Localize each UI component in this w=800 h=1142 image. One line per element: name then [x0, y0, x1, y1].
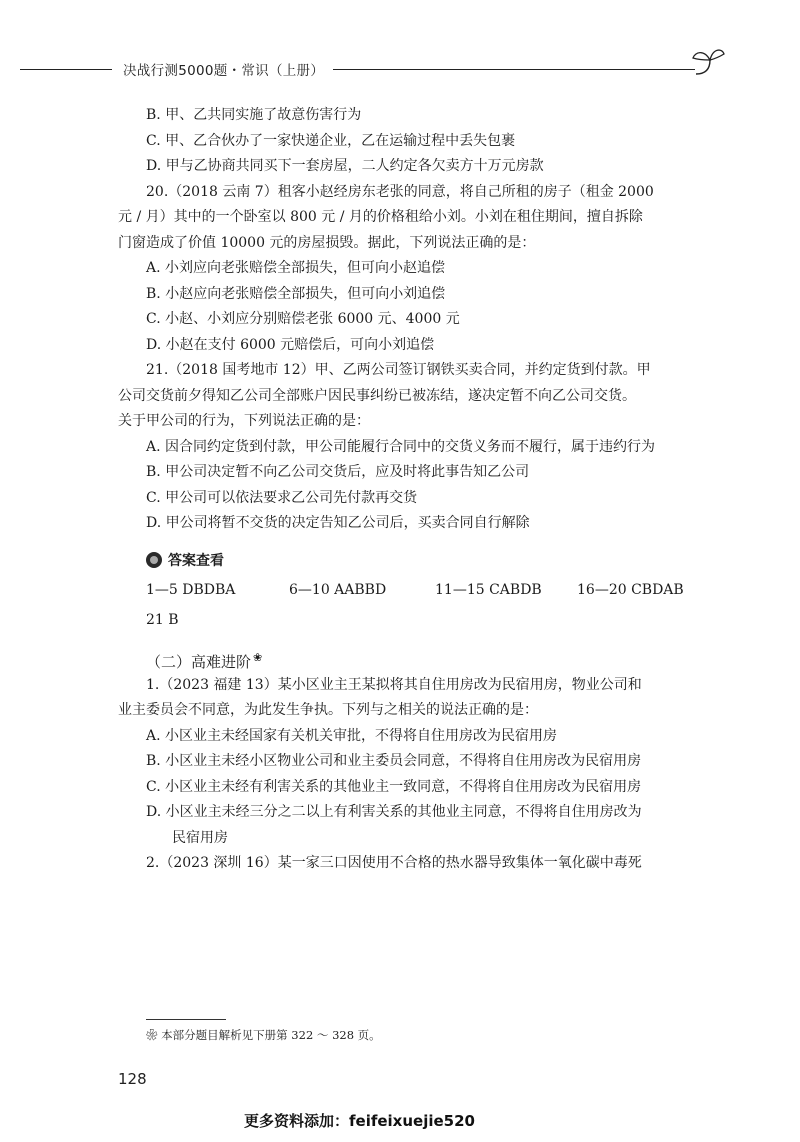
answer-badge-icon	[146, 552, 162, 568]
question-21-option-b: B. 甲公司决定暂不向乙公司交货后，应及时将此事告知乙公司	[146, 464, 530, 480]
running-header	[20, 56, 720, 86]
header-rule-right	[333, 69, 695, 70]
answer-group: 6—10 AABBD	[289, 581, 387, 598]
watermark-text: 更多资料添加：feifeixuejie520	[244, 1112, 475, 1130]
question-20-option-d: D. 小赵在支付 6000 元赔偿后，可向小刘追偿	[146, 336, 435, 353]
advanced-section-title	[118, 643, 718, 673]
page-number: 128	[118, 1070, 147, 1088]
sprout-icon	[688, 44, 728, 78]
question-1-stem-line-1: 1.（2023 福建 13）某小区业主王某拟将其自住用房改为民宿用房，物业公司和	[146, 676, 642, 693]
answer-key-row	[118, 575, 718, 605]
answer-group: 16—20 CBDAB	[577, 581, 684, 598]
question-21	[118, 358, 718, 537]
question-1	[118, 673, 718, 852]
question-1-stem-line-2: 业主委员会不同意，为此发生争执。下列与之相关的说法正确的是：	[118, 702, 538, 718]
header-title: 决战行测5000题・常识（上册）	[123, 63, 325, 79]
question-21-option-a: A. 因合同约定货到付款，甲公司能履行合同中的交货义务而不履行，属于违约行为	[146, 438, 656, 455]
question-20-stem-line-1: 20.（2018 云南 7）租客小赵经房东老张的同意，将自己所租的房子（租金 2000	[146, 183, 654, 200]
question-2-stem-line-1: 2.（2023 深圳 16）某一家三口因使用不合格的热水器导致集体一氧化碳中毒死	[146, 855, 642, 871]
question-1-option-d: D. 小区业主未经三分之二以上有利害关系的其他业主同意，不得将自住用房改为	[146, 804, 642, 820]
question-21-stem-line-2: 公司交货前夕得知乙公司全部账户因民事纠纷已被冻结，遂决定暂不向乙公司交货。	[118, 387, 636, 404]
header-rule-left	[20, 69, 112, 70]
question-20-option-b: B. 小赵应向老张赔偿全部损失，但可向小刘追偿	[146, 285, 446, 302]
question-1-option-a: A. 小区业主未经国家有关机关审批，不得将自住用房改为民宿用房	[146, 727, 558, 744]
advanced-section-label: （二）高难进阶	[146, 652, 252, 671]
answer-group: 11—15 CABDB	[435, 581, 542, 598]
question-21-stem-line-1: 21.（2018 国考地市 12）甲、乙两公司签订钢铁买卖合同，并约定货到付款。甲	[146, 362, 651, 378]
question-20-stem-line-2: 元 / 月）其中的一个卧室以 800 元 / 月的价格租给小刘。小刘在租住期间，擅自拆除	[118, 209, 643, 225]
page-body	[118, 103, 718, 877]
question-21-option-d: D. 甲公司将暂不交货的决定告知乙公司后，买卖合同自行解除	[146, 515, 530, 531]
question-20	[118, 180, 718, 359]
question-20-option-a: A. 小刘应向老张赔偿全部损失，但可向小赵追偿	[146, 260, 446, 276]
answer-group: 1—5 DBDBA	[146, 581, 236, 598]
prev-option-d: D. 甲与乙协商共同买下一套房屋，二人约定各欠卖方十万元房款	[146, 158, 544, 174]
footnote-marker-icon: ❀	[253, 650, 263, 664]
question-1-option-b: B. 小区业主未经小区物业公司和业主委员会同意，不得将自住用房改为民宿用房	[146, 753, 642, 769]
answer-section-label: 答案查看	[168, 552, 224, 569]
question-21-stem-line-3: 关于甲公司的行为，下列说法正确的是：	[118, 413, 370, 429]
footnote-divider	[146, 1019, 226, 1020]
prev-option-b: B. 甲、乙共同实施了故意伤害行为	[146, 107, 362, 123]
question-20-stem-line-3: 门窗造成了价值 10000 元的房屋损毁。据此，下列说法正确的是：	[118, 234, 536, 251]
answer-group: 21 B	[146, 611, 179, 628]
answer-section-title	[146, 545, 718, 575]
question-1-option-d-continued: 民宿用房	[172, 829, 228, 846]
question-21-option-c: C. 甲公司可以依法要求乙公司先付款再交货	[146, 489, 418, 506]
footnote: ❀ 本部分题目解析见下册第 322 ～ 328 页。	[146, 1028, 381, 1042]
question-1-option-c: C. 小区业主未经有利害关系的其他业主一致同意，不得将自住用房改为民宿用房	[146, 778, 642, 795]
question-20-option-c: C. 小赵、小刘应分别赔偿老张 6000 元、4000 元	[146, 311, 460, 327]
answer-key-row-2	[118, 605, 718, 635]
prev-option-c: C. 甲、乙合伙办了一家快递企业，乙在运输过程中丢失包裹	[146, 132, 516, 149]
